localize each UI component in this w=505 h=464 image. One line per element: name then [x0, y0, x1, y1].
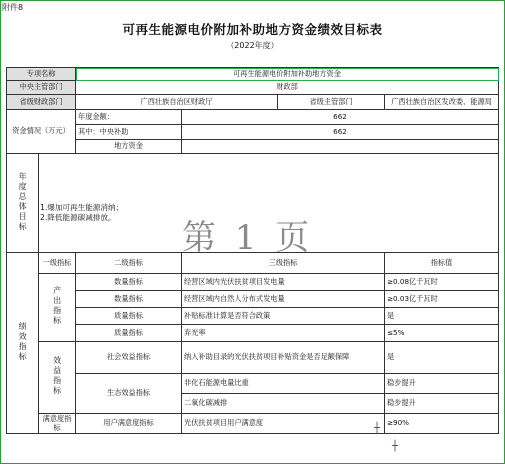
- head-level1: 一级指标: [39, 253, 76, 274]
- value-cell[interactable]: ≤5%: [385, 325, 499, 342]
- central-dept-label: 中央主管部门: [7, 81, 76, 95]
- level3-cell[interactable]: 非化石能源电量比重: [182, 374, 385, 394]
- annual-goal-label: 年度总体目标: [7, 154, 39, 253]
- head-value: 指标值: [385, 253, 499, 274]
- year-label: （2022年度）: [226, 41, 279, 50]
- cursor-icon: ┼: [392, 441, 399, 452]
- value-cell[interactable]: 稳步提升: [385, 374, 499, 394]
- prov-dept-label: 省级主管部门: [278, 95, 385, 110]
- level2-cell: 用户满意度指标: [76, 414, 182, 434]
- prov-dept-value[interactable]: 广西壮族自治区发改委、能源局: [385, 95, 499, 110]
- attachment-label: 附件8: [2, 3, 24, 12]
- level3-cell[interactable]: 弃光率: [182, 325, 385, 342]
- level2-cell: 数量指标: [76, 274, 182, 291]
- value-cell[interactable]: 是: [385, 308, 499, 325]
- page-title: 可再生能源电价附加补助地方资金绩效目标表: [122, 22, 383, 37]
- level3-cell[interactable]: 经营区域内光伏扶贫项目发电量: [182, 274, 385, 291]
- cursor-icon: ┼: [374, 423, 381, 434]
- level2-cell: 质量指标: [76, 308, 182, 325]
- value-cell[interactable]: ≥0.03亿千瓦时: [385, 291, 499, 308]
- local-funds-label: 地方资金: [76, 140, 182, 154]
- prov-finance-label: 省级财政部门: [7, 95, 76, 110]
- central-subsidy-label: 其中：中央补助: [76, 125, 182, 140]
- central-subsidy-value[interactable]: 662: [182, 125, 499, 140]
- level3-cell[interactable]: 经营区域内自然人分布式发电量: [182, 291, 385, 308]
- value-cell[interactable]: 是: [385, 342, 499, 374]
- project-label: 专项名称: [7, 68, 76, 81]
- value-cell[interactable]: ≥90%: [385, 414, 499, 434]
- level3-cell[interactable]: 纳入补助目录的光伏扶贫项目补贴资金是否足额保障: [182, 342, 385, 374]
- funds-label: 资金情况（万元）: [7, 110, 76, 154]
- head-level2: 二级指标: [76, 253, 182, 274]
- local-funds-value[interactable]: [182, 140, 499, 154]
- prov-finance-value[interactable]: 广西壮族自治区财政厅: [76, 95, 278, 110]
- goal-line-1: 1.爆加可再生能源消纳；: [40, 203, 124, 212]
- goal-line-2: 2.降低能源碳减排放。: [40, 212, 116, 222]
- level2-cell: 社会效益指标: [76, 342, 182, 374]
- level2-cell: 数量指标: [76, 291, 182, 308]
- indicators-section-label: 绩效指标: [7, 253, 39, 434]
- project-value[interactable]: 可再生能源电价附加补助地方资金: [76, 68, 499, 81]
- satisfaction-indicator-label: 满意度指标: [39, 414, 76, 434]
- annual-value[interactable]: 662: [182, 110, 499, 125]
- level3-cell[interactable]: 补贴标准计算是否符合政策: [182, 308, 385, 325]
- value-cell[interactable]: ≥0.08亿千瓦时: [385, 274, 499, 291]
- annual-goal-text: [40, 203, 123, 223]
- level2-cell: 质量指标: [76, 325, 182, 342]
- level2-cell: 生态效益指标: [76, 374, 182, 414]
- benefit-indicator-label: 效益指标: [39, 342, 76, 414]
- level3-cell[interactable]: 光伏扶贫项目用户满意度: [182, 414, 385, 434]
- central-dept-value[interactable]: 财政部: [76, 81, 499, 95]
- value-cell[interactable]: 稳步提升: [385, 394, 499, 414]
- page-watermark: 第 1 页: [182, 218, 314, 258]
- level3-cell[interactable]: 二氧化碳减排: [182, 394, 385, 414]
- annual-label: 年度金额：: [76, 110, 182, 125]
- output-indicator-label: 产出指标: [39, 274, 76, 342]
- head-level3: 三级指标: [182, 253, 385, 274]
